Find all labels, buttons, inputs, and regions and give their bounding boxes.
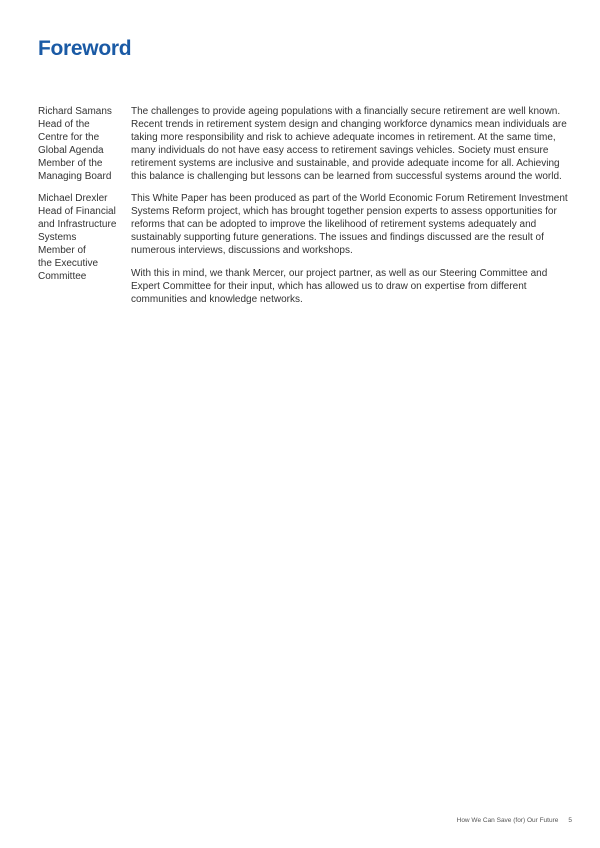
signatory-role-line: the Executive [38, 257, 99, 269]
foreword-body [131, 106, 576, 317]
publication-title: How We Can Save (for) Our Future [456, 817, 559, 824]
signatory-role-line: Centre for the [38, 131, 100, 143]
paragraph: This White Paper has been produced as part of the World Economic Forum Retirement Investment Systems Reform project, which has brought together pension experts to assess opportunities for reforms that can be adopted to improve the likelihood of retirement systems adequately and sustainably supporting future generations. The issues and findings discussed are the result of numerous interviews, discussions and workshops. [131, 193, 568, 257]
paragraph: The challenges to provide ageing populations with a financially secure retirement are well known. Recent trends in retirement system design and changing workforce dynamics mean individuals are taking more responsibility and risk to achieve adequate incomes in retirement. At the same time, many individuals do not have easy access to retirement savings vehicles. Society must ensure retirement systems are inclusive and sustainable, and provide adequate income for all. Achieving this balance is challenging but lessons can be learned from successful systems around the world. [131, 106, 567, 182]
signatory-role-line: Member of [38, 245, 86, 257]
signatory-samans [38, 106, 128, 183]
signatory-drexler [38, 193, 128, 283]
signatory-role-line: Head of the [38, 118, 90, 130]
signatory-role-line: Head of Financial [38, 206, 116, 218]
signatory-role-line: Global Agenda [38, 144, 104, 156]
signatory-role-line: Managing Board [38, 170, 112, 182]
signatories-column [38, 106, 128, 294]
signatory-role-line: Systems [38, 232, 77, 244]
signatory-role-line: Committee [38, 270, 87, 282]
page-number: 5 [568, 817, 572, 824]
page-title: Foreword [38, 37, 132, 60]
signatory-role-line: and Infrastructure [38, 219, 117, 231]
signatory-role-line: Member of the [38, 157, 103, 169]
signatory-name: Richard Samans [38, 106, 112, 117]
signatory-name: Michael Drexler [38, 193, 108, 205]
page-footer [457, 817, 572, 824]
paragraph: With this in mind, we thank Mercer, our project partner, as well as our Steering Committee and Expert Committee for their input, which has allowed us to draw on expertise from different communities and knowledge networks. [131, 267, 548, 305]
